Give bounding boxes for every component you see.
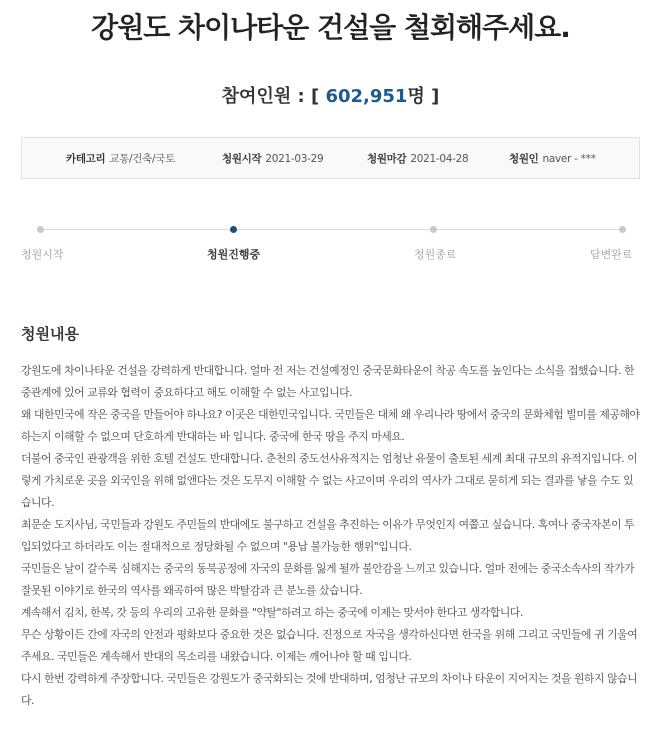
body-paragraph: 무슨 상황이든 간에 자국의 안전과 평화보다 중요한 것은 없습니다. 진정으로 자국을 생각하신다면 한국을 위해 그리고 국민들에 귀 기울여주세요. 국민들은 계속해서 반대의 목소리를 내왔습니다. 이제는 깨어나야 할 때 입니다. — [21, 628, 638, 663]
body-paragraph: 강원도에 차이나타운 건설을 강력하게 반대합니다. 얼마 전 저는 건설예정인 중국문화타운이 착공 속도를 높인다는 소식을 접했습니다. 한중관계에 있어 교류와 협력이 중요하다고 해도 이해할 수 없는 사고입니다. — [21, 364, 635, 399]
body-paragraph: 왜 대한민국에 작은 중국을 만들어야 하나요? 이곳은 대한민국입니다. 국민들은 대체 왜 우리나라 땅에서 중국의 문화체험 빌미를 제공해야 하는지 이해할 수 없으며 단호하게 반대하는 바 입니다. 중국에 한국 땅을 주지 마세요. — [21, 408, 640, 443]
participant-count-suffix: 명 ] — [407, 86, 440, 107]
info-author — [509, 151, 596, 166]
participant-count-number: 602,951 — [325, 86, 408, 107]
progress-dot-answered — [619, 226, 626, 233]
info-start-label: 청원시작 — [222, 153, 262, 165]
progress-step-start: 청원시작 — [21, 248, 64, 261]
body-paragraph: 다시 한번 강력하게 주장합니다. 국민들은 강원도가 중국화되는 것에 반대하며, 엄청난 규모의 차이나 타운이 지어지는 것을 원하지 않습니다. — [21, 672, 638, 707]
body-paragraph: 최문순 도지사님, 국민들과 강원도 주민들의 반대에도 불구하고 건설을 추진하는 이유가 무엇인지 여쭙고 싶습니다. 혹여나 중국자본이 투입되었다고 하더라도 이는 절대적으로 정당화될 수 없으며 "용납 불가능한 행위"입니다. — [21, 518, 635, 553]
info-end-date — [367, 151, 468, 166]
progress-step-in-progress: 청원진행중 — [207, 248, 261, 261]
content-heading: 청원내용 — [21, 325, 79, 343]
info-author-value: naver - *** — [542, 153, 596, 165]
petition-body — [21, 360, 643, 712]
progress-dot-start — [37, 226, 44, 233]
progress-dot-closed — [430, 226, 437, 233]
petition-info-box — [21, 137, 640, 179]
info-end-value: 2021-04-28 — [410, 153, 469, 165]
info-author-label: 청원인 — [509, 153, 539, 165]
info-category-label: 카테고리 — [66, 153, 106, 165]
petition-title: 강원도 차이나타운 건설을 철회해주세요. — [91, 11, 570, 44]
progress-step-answered: 답변완료 — [590, 248, 633, 261]
progress-step-closed: 청원종료 — [414, 248, 457, 261]
body-paragraph: 계속해서 김치, 한복, 갓 등의 우리의 고유한 문화를 "약탈"하려고 하는 중국에 이제는 맞서야 한다고 생각합니다. — [21, 606, 523, 619]
info-category — [66, 151, 175, 166]
body-paragraph: 더불어 중국인 관광객을 위한 호텔 건설도 반대합니다. 춘천의 중도선사유적지는 엄청난 유물이 출토된 세계 최대 규모의 유적지입니다. 이렇게 가치로운 곳을 외국인을 위해 없앤다는 것은 도무지 이해할 수 없는 사고이며 우리의 역사가 그대로 묻히게 되는 결과를 낳을 수도 있습니다. — [21, 452, 638, 509]
participant-count-prefix: 참여인원 : [ — [221, 86, 326, 107]
info-category-value: 교통/건축/국토 — [109, 153, 175, 165]
info-end-label: 청원마감 — [367, 153, 407, 165]
participant-count — [0, 82, 661, 108]
body-paragraph: 국민들은 날이 갈수록 심해지는 중국의 동북공정에 자국의 문화를 잃게 될까 불안감을 느끼고 있습니다. 얼마 전에는 중국소속사의 작가가 잘못된 이야기로 한국의 역사를 왜곡하여 많은 박탈감과 큰 분노를 샀습니다. — [21, 562, 635, 597]
info-start-date — [222, 151, 323, 166]
progress-dot-in-progress — [230, 226, 237, 233]
info-start-value: 2021-03-29 — [265, 153, 324, 165]
progress-track — [40, 229, 624, 230]
